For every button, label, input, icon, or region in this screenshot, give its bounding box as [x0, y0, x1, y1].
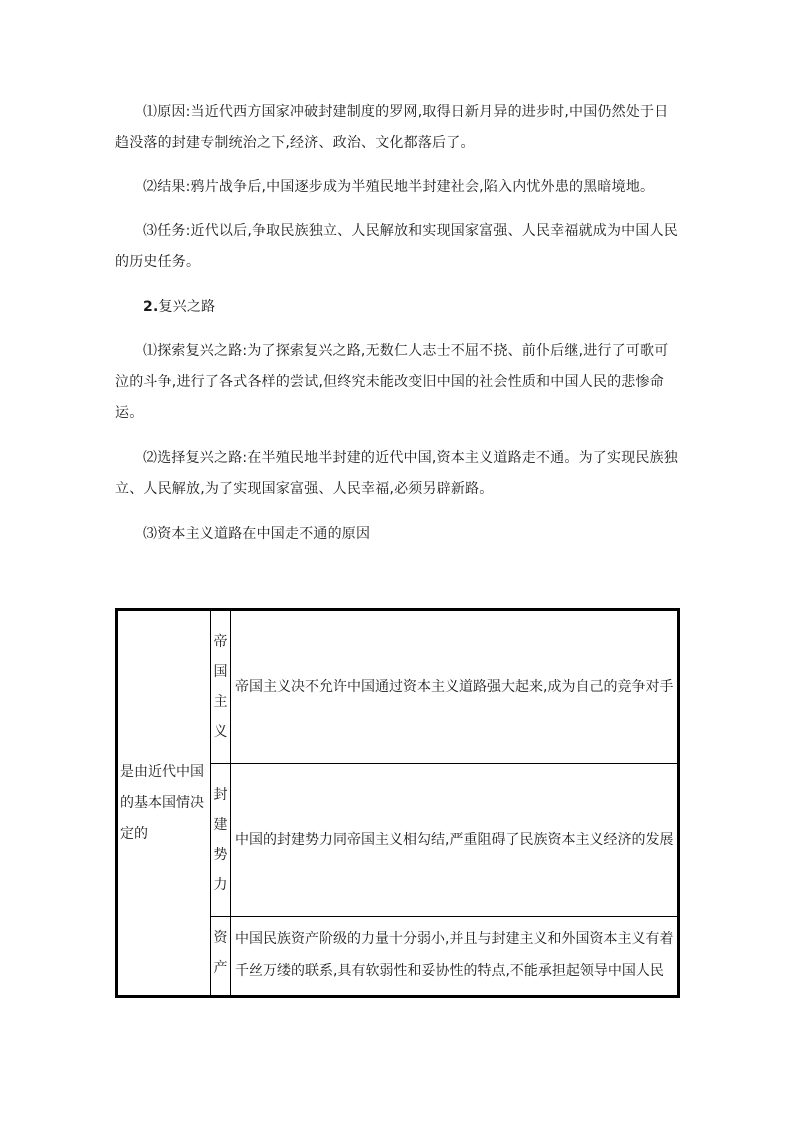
label-char: 资	[213, 930, 228, 946]
paragraph-result: ⑵结果:鸦片战争后,中国逐步成为半殖民地半封建社会,陷入内忧外患的黑暗境地。	[143, 179, 655, 195]
label-char: 义	[213, 724, 228, 740]
paragraph-choose: ⑵选择复兴之路:在半殖民地半封建的近代中国,资本主义道路走不通。为了实现民族独立、人民解放,为了实现国家富强、人民幸福,必须另辟新路。	[115, 450, 678, 497]
paragraph-reason-heading: ⑶资本主义道路在中国走不通的原因	[143, 526, 371, 542]
label-char: 势	[213, 847, 228, 863]
section-heading	[115, 292, 681, 323]
table-left-cell: 是由近代中国的基本国情决定的	[117, 610, 211, 997]
label-char: 封	[213, 787, 228, 803]
section-title: 复兴之路	[158, 299, 216, 315]
row-text-imperialism: 帝国主义决不允许中国通过资本主义道路强大起来,成为自己的竞争对手	[231, 610, 679, 764]
label-char: 帝	[213, 634, 228, 650]
row-label-bourgeoisie	[211, 917, 231, 997]
paragraph-cause: ⑴原因:当近代西方国家冲破封建制度的罗网,取得日新月异的进步时,中国仍然处于日趋没落的封建专制统治之下,经济、政治、文化都落后了。	[115, 104, 669, 151]
paragraph-task: ⑶任务:近代以后,争取民族独立、人民解放和实现国家富强、人民幸福就成为中国人民的历史任务。	[115, 223, 678, 270]
label-char: 力	[213, 877, 228, 893]
row-label-imperialism	[211, 610, 231, 764]
row-label-feudal	[211, 764, 231, 917]
label-char: 主	[213, 694, 228, 710]
label-char: 产	[213, 960, 228, 976]
row-text-bourgeoisie: 中国民族资产阶级的力量十分弱小,并且与封建主义和外国资本主义有着千丝万缕的联系,具有软弱性和妥协性的特点,不能承担起领导中国人民	[231, 917, 679, 997]
label-char: 建	[213, 817, 228, 833]
label-char: 国	[213, 664, 228, 680]
reasons-table	[115, 608, 680, 998]
section-number: 2.	[143, 299, 159, 315]
paragraph-explore: ⑴探索复兴之路:为了探索复兴之路,无数仁人志士不屈不挠、前仆后继,进行了可歌可泣的斗争,进行了各式各样的尝试,但终究未能改变旧中国的社会性质和中国人民的悲惨命运。	[115, 343, 669, 421]
table-row	[117, 610, 679, 764]
row-text-feudal: 中国的封建势力同帝国主义相勾结,严重阻碍了民族资本主义经济的发展	[231, 764, 679, 917]
